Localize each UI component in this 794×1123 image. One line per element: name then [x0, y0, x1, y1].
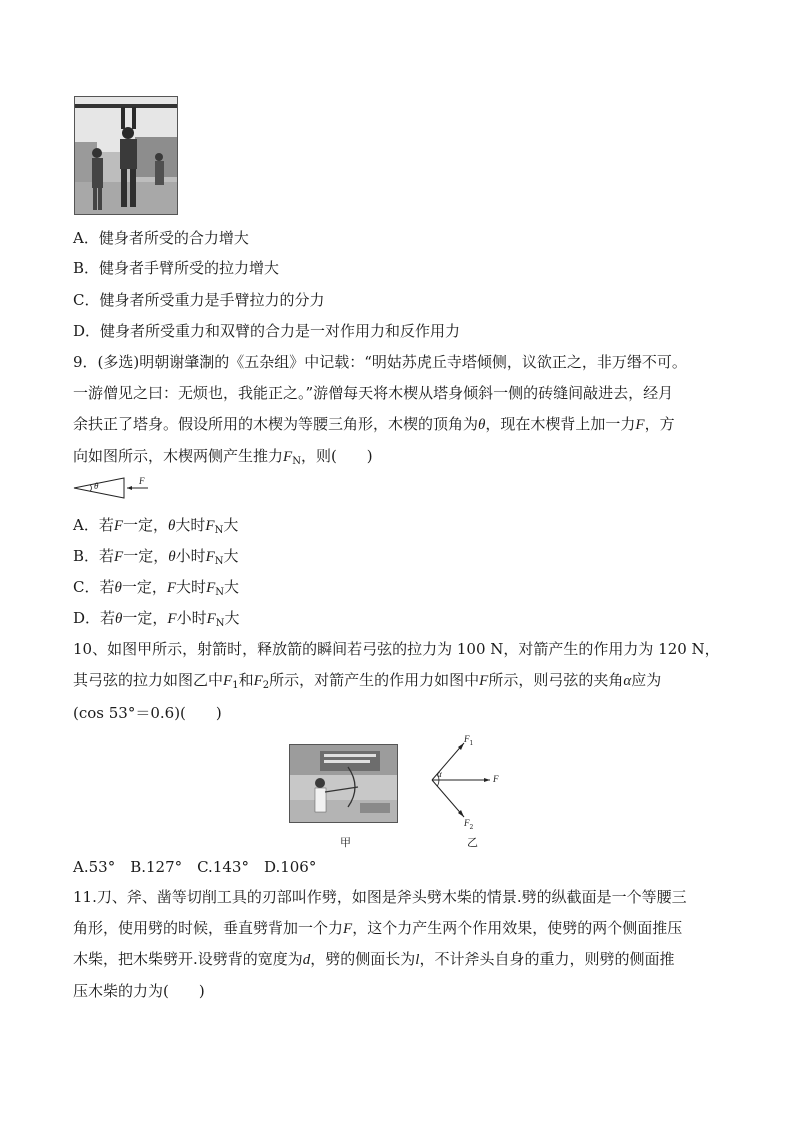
- q11-stem-line2: 角形，使用劈的时候，垂直劈背加一个力F，这个力产生两个作用效果，使劈的两个侧面推压: [73, 919, 683, 937]
- f1-label: $F_1$: [464, 734, 474, 747]
- wedge-theta-label: θ: [94, 481, 99, 491]
- normal-force-symbol: F: [283, 449, 293, 465]
- q10-options: A.53° B.127° C.143° D.106°: [73, 858, 317, 876]
- q8-option-b: B．健身者手臂所受的拉力增大: [73, 259, 280, 277]
- q9-option-b: B．若F一定，θ小时$F_N$大: [73, 547, 239, 567]
- wedge-drawing: [72, 476, 158, 500]
- theta-symbol: θ: [478, 417, 486, 433]
- archery-photo-drawing: [290, 745, 397, 822]
- q9-option-c: C．若θ一定，F大时$F_N$大: [73, 578, 239, 598]
- q9-stem-line3: 余扶正了塔身。假设所用的木楔为等腰三角形，木楔的顶角为θ，现在木楔背上加一力F，方: [73, 415, 675, 433]
- alpha-label: α: [437, 769, 442, 779]
- q8-option-d: D．健身者所受重力和双臂的合力是一对作用力和反作用力: [73, 322, 461, 340]
- q8-option-c: C．健身者所受重力是手臂拉力的分力: [73, 291, 325, 309]
- q9-option-a: A．若F一定，θ大时$F_N$大: [73, 516, 239, 536]
- archery-photo: [289, 744, 398, 823]
- q9-option-d: D．若θ一定，F小时$F_N$大: [73, 609, 240, 629]
- q10-stem-line3: (cos 53°＝0.6)( ): [73, 704, 222, 722]
- pullup-photo-drawing: [75, 97, 177, 214]
- bowstring-force-diagram: [424, 732, 506, 832]
- q10-stem-line1: 10、如图甲所示，射箭时，释放箭的瞬间若弓弦的拉力为 100 N，对箭产生的作用力为 120 N，: [73, 640, 720, 658]
- figure-caption-jia: 甲: [340, 836, 351, 849]
- pullup-photo: [74, 96, 178, 215]
- q11-stem-line1: 11.刀、斧、凿等切削工具的刃部叫作劈，如图是斧头劈木柴的情景.劈的纵截面是一个等腰三: [73, 888, 687, 906]
- wedge-diagram: [72, 476, 158, 500]
- q9-stem-line4: 向如图所示，木楔两侧产生推力$F_N$，则( ): [73, 447, 373, 467]
- wedge-force-label: F: [139, 476, 145, 486]
- q11-stem-line3: 木柴，把木柴劈开.设劈背的宽度为d，劈的侧面长为l，不计斧头自身的重力，则劈的侧面推: [73, 950, 675, 968]
- f-label: F: [493, 774, 499, 784]
- q8-option-a: A．健身者所受的合力增大: [73, 229, 249, 247]
- q11-stem-line4: 压木柴的力为( ): [73, 982, 205, 1000]
- f2-label: $F_2$: [464, 818, 474, 831]
- q9-stem-line1: 9．(多选)明朝谢肇淛的《五杂组》中记载：“明姑苏虎丘寺塔倾侧，议欲正之，非万缗不可。: [73, 353, 687, 371]
- q10-stem-line2: 其弓弦的拉力如图乙中$F_1$和$F_2$所示，对箭产生的作用力如图中F所示，则弓弦的夹角α应为: [73, 671, 662, 691]
- force-symbol: F: [635, 417, 645, 433]
- figure-caption-yi: 乙: [467, 836, 478, 849]
- q9-stem-line2: 一游僧见之曰：无烦也，我能正之。”游僧每天将木楔从塔身倾斜一侧的砖缝间敲进去，经月: [73, 384, 674, 402]
